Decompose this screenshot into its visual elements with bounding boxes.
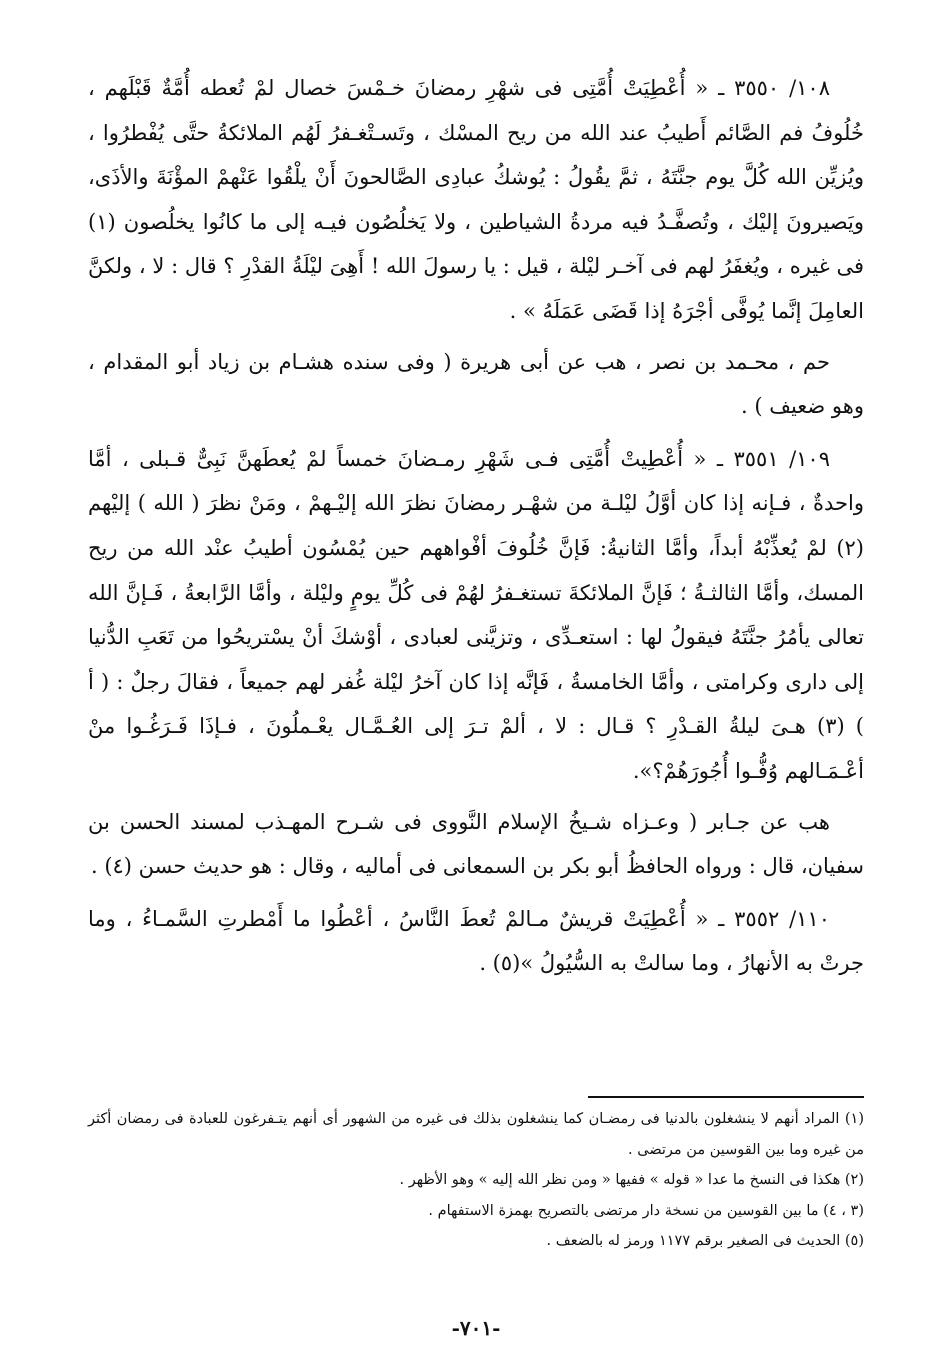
- hadith-108-paragraph: ١٠٨/ ٣٥٥٠ ـ « أُعْطِيَتْ أُمَّتِى فى شهْرِ رمضانَ خـمْسَ خصال لمْ تُعطه أُمَّةٌ قَبْلَهم ، خُلُوفُ فم الصَّائم أَطيبُ عند الله من ريح المسْك ، وتَسـتْغـفرُ لَهُم الملائكةُ حتَّى يُفْطرُوا ، ويُزيِّن الله كُلَّ يوم جنَّتَهُ ، ثمَّ يقُولُ : يُوشكُ عبادِى الصَّالحونَ أَنْ يلْقُوا عَنْهمْ المؤْنَةَ والأذَى، ويَصيرونَ إليْك ، وتُصفَّـدُ فيه مردةُ الشياطين ، ولا يَخلُصُون فيـه إلى ما كانُوا يخلُصون (١) فى غيره ، ويُغفَرُ لهم فى آخـر ليْلة ، قيل : يا رسولَ الله ! أَهِىَ ليْلَةُ القدْرِ ؟ قال : لا ، ولكنَّ العامِلَ إنَّما يُوفَّى أجْرَهُ إذا قَضَى عَمَلَهُ » .: [88, 76, 864, 323]
- footnotes: [88, 1104, 864, 1257]
- hadith-108-source: حم ، محـمد بن نصر ، هب عن أبى هريرة ( وفى سنده هشـام بن زياد أبو المقدام ، وهو ضعيف ) .: [88, 349, 864, 419]
- footnote-1: (١) المراد أنهم لا ينشغلون بالدنيا فى رمضـان كما ينشغلون بذلك فى غيره من الشهور أى أنهم يتـفرغون للعبادة فى رمضان أكثر من غيره وما بين القوسين من مرتضى .: [88, 1111, 864, 1158]
- hadith-109-paragraph: ١٠٩/ ٣٥٥١ ـ « أُعْطِيتْ أُمَّتِى فـى شَهْرِ رمـضانَ خمساً لمْ يُعطَهنَّ نَبِىٌّ قـبلى ، أمَّا واحدةٌ ، فـإنه إذا كان أوَّلُ ليْلـة من شهْـر رمضانَ نظرَ الله إليْـهمْ ، ومَنْ نظرَ ( الله ) إليْهم (٢) لمْ يُعذِّبْهُ أبداً، وأمَّا الثانيةُ: فَإنَّ خُلُوفَ أفْواههم حين يُمْسُون أطيبُ عنْد الله من ريح المسك، وأمَّا الثالثـةُ ؛ فَإنَّ الملائكةَ تستغـفرُ لهُمْ فى كُلِّ يومٍ وليْلة ، وأمَّا الرَّابعةُ ، فَـإنَّ الله تعالى يأمُرُ جنَّتَهُ فيقولُ لها : استعـدِّى ، وتزيَّنى لعبادى ، أوْشكَ أنْ يسْتريحُوا من تَعَبِ الدُّنيا إلى دارى وكرامتى ، وأمَّا الخامسةُ ، فَإنَّه إذا كان آخرُ ليْلة غُفر لهم جميعاً ، فقالَ رجلٌ : ( أ ) (٣) هـىَ ليلةُ القـدْرِ ؟ قـال : لا ، ألمْ تـرَ إلى العُـمَّـال يعْـملُونَ ، فـإذَا فَـرَغُـوا منْ أعْـمَـالهم وُفُّـوا أُجُورَهُمْ؟».: [88, 446, 864, 783]
- footnote-divider: [588, 1096, 864, 1098]
- footnote-2: (٢) هكذا فى النسخ ما عدا « قوله » ففيها « ومن نظر الله إليه » وهو الأظهر .: [399, 1172, 864, 1189]
- page-number: -٧٠١-: [451, 1316, 501, 1340]
- hadith-109-source: هب عن جـابر ( وعـزاه شـيخُ الإسلام النَّووى فى شـرح المهـذب لمسند الحسن بن سفيان، قال : ورواه الحافظُ أبو بكر بن السمعانى فى أماليه ، وقال : هو حديث حسن (٤) .: [88, 809, 864, 879]
- footnote-3-4: (٣ ، ٤) ما بين القوسين من نسخة دار مرتضى بالتصريح بهمزة الاستفهام .: [428, 1202, 864, 1219]
- hadith-110-paragraph: ١١٠/ ٣٥٥٢ ـ « أُعْطِيَتْ قريشٌ مـالمْ تُعطَ النَّاسُ ، أعْطُوا ما أَمْطرتِ السَّمـاءُ ، وما جرتْ به الأنهارُ ، وما سالتْ به السُّيُولُ »(٥) .: [88, 906, 864, 976]
- main-text: [88, 66, 864, 992]
- footnote-5: (٥) الحديث فى الصغير برقم ١١٧٧ ورمز له بالضعف .: [546, 1233, 864, 1250]
